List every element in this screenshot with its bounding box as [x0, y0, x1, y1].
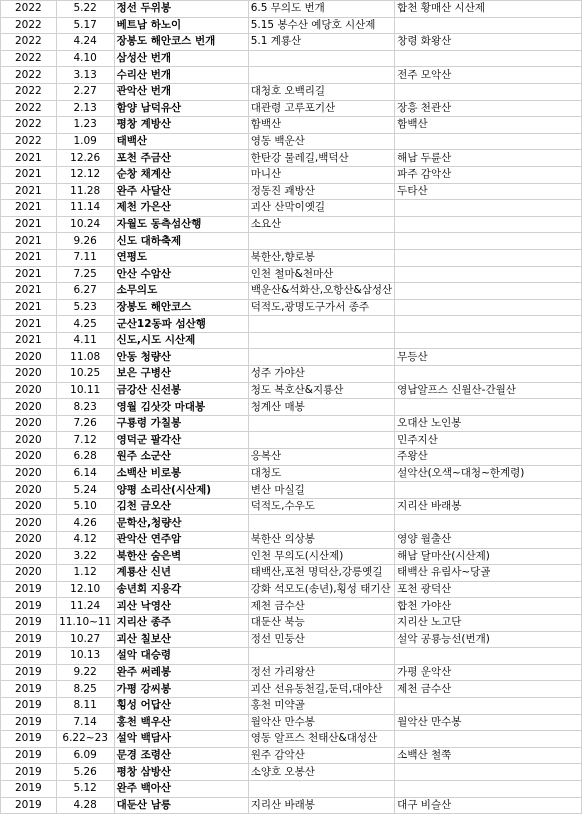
date-cell[interactable]: 4.10	[56, 50, 114, 67]
year-cell[interactable]: 2019	[1, 764, 57, 781]
other-trip-cell[interactable]: 오대산 노인봉	[395, 415, 582, 432]
alt-trip-cell[interactable]	[248, 67, 394, 84]
table-row	[1, 316, 582, 333]
table-row	[1, 747, 582, 764]
date-cell[interactable]: 4.12	[56, 532, 114, 549]
main-trip-cell[interactable]: 안산 수암산	[114, 266, 248, 283]
alt-trip-cell[interactable]: 소양호 오봉산	[248, 764, 394, 781]
year-cell[interactable]: 2022	[1, 1, 57, 18]
other-trip-cell[interactable]: 가평 운악산	[395, 664, 582, 681]
alt-trip-cell[interactable]: 북한산 의상봉	[248, 532, 394, 549]
year-cell[interactable]: 2022	[1, 100, 57, 117]
other-trip-cell[interactable]: 제천 금수산	[395, 681, 582, 698]
date-cell[interactable]: 8.25	[56, 681, 114, 698]
main-trip-cell[interactable]: 소무의도	[114, 283, 248, 300]
other-trip-cell[interactable]	[395, 648, 582, 665]
year-cell[interactable]: 2021	[1, 332, 57, 349]
year-cell[interactable]: 2022	[1, 83, 57, 100]
year-cell[interactable]: 2020	[1, 449, 57, 466]
main-trip-cell[interactable]: 설악 백담사	[114, 731, 248, 748]
year-cell[interactable]: 2021	[1, 233, 57, 250]
other-trip-cell[interactable]: 함백산	[395, 117, 582, 134]
other-trip-cell[interactable]	[395, 249, 582, 266]
alt-trip-cell[interactable]	[248, 648, 394, 665]
date-cell[interactable]: 1.23	[56, 117, 114, 134]
main-trip-cell[interactable]: 완주 써레봉	[114, 664, 248, 681]
alt-trip-cell[interactable]	[248, 233, 394, 250]
other-trip-cell[interactable]	[395, 200, 582, 217]
table-row	[1, 614, 582, 631]
table-row	[1, 233, 582, 250]
alt-trip-cell[interactable]: 백운산&석화산,오항산&삼성산	[248, 283, 394, 300]
table-row	[1, 332, 582, 349]
table-row	[1, 532, 582, 549]
alt-trip-cell[interactable]	[248, 515, 394, 532]
table-row	[1, 764, 582, 781]
other-trip-cell[interactable]	[395, 332, 582, 349]
table-row	[1, 415, 582, 432]
main-trip-cell[interactable]: 원주 소군산	[114, 449, 248, 466]
alt-trip-cell[interactable]: 5.1 계룡산	[248, 34, 394, 51]
alt-trip-cell[interactable]: 강화 석모도(송년),횡성 태기산	[248, 581, 394, 598]
main-trip-cell[interactable]: 금강산 신선봉	[114, 382, 248, 399]
alt-trip-cell[interactable]: 괴산 선유동천길,둔덕,대야산	[248, 681, 394, 698]
other-trip-cell[interactable]: 지리산 바래봉	[395, 498, 582, 515]
alt-trip-cell[interactable]: 성주 가야산	[248, 366, 394, 383]
alt-trip-cell[interactable]	[248, 50, 394, 67]
alt-trip-cell[interactable]: 제천 금수산	[248, 598, 394, 615]
date-cell[interactable]: 9.26	[56, 233, 114, 250]
year-cell[interactable]: 2019	[1, 681, 57, 698]
other-trip-cell[interactable]	[395, 515, 582, 532]
main-trip-cell[interactable]: 대둔산 남릉	[114, 797, 248, 814]
table-row	[1, 548, 582, 565]
alt-trip-cell[interactable]: 괴산 산막이옛길	[248, 200, 394, 217]
other-trip-cell[interactable]: 무등산	[395, 349, 582, 366]
year-cell[interactable]: 2020	[1, 515, 57, 532]
main-trip-cell[interactable]: 영월 김삿갓 마대봉	[114, 399, 248, 416]
alt-trip-cell[interactable]	[248, 349, 394, 366]
year-cell[interactable]: 2020	[1, 366, 57, 383]
date-cell[interactable]: 7.11	[56, 249, 114, 266]
table-row	[1, 166, 582, 183]
date-cell[interactable]: 11.14	[56, 200, 114, 217]
alt-trip-cell[interactable]: 마니산	[248, 166, 394, 183]
main-trip-cell[interactable]: 정선 두위봉	[114, 1, 248, 18]
main-trip-cell[interactable]: 관악산 연주암	[114, 532, 248, 549]
main-trip-cell[interactable]: 구룡령 가칠봉	[114, 415, 248, 432]
main-trip-cell[interactable]: 북한산 숨은벽	[114, 548, 248, 565]
other-trip-cell[interactable]	[395, 299, 582, 316]
table-row	[1, 283, 582, 300]
main-trip-cell[interactable]: 완주 사달산	[114, 183, 248, 200]
table-row	[1, 200, 582, 217]
year-cell[interactable]: 2021	[1, 150, 57, 167]
other-trip-cell[interactable]: 태백산 유림사~당골	[395, 565, 582, 582]
table-row	[1, 83, 582, 100]
table-row	[1, 648, 582, 665]
other-trip-cell[interactable]	[395, 366, 582, 383]
date-cell[interactable]: 8.23	[56, 399, 114, 416]
other-trip-cell[interactable]	[395, 83, 582, 100]
other-trip-cell[interactable]	[395, 731, 582, 748]
alt-trip-cell[interactable]: 소요산	[248, 216, 394, 233]
alt-trip-cell[interactable]: 태백산,포천 명덕산,강릉옛길	[248, 565, 394, 582]
alt-trip-cell[interactable]: 함백산	[248, 117, 394, 134]
table-row	[1, 249, 582, 266]
alt-trip-cell[interactable]: 영동 백운산	[248, 133, 394, 150]
table-row	[1, 133, 582, 150]
date-cell[interactable]: 5.23	[56, 299, 114, 316]
year-cell[interactable]: 2022	[1, 34, 57, 51]
date-cell[interactable]: 9.22	[56, 664, 114, 681]
table-row	[1, 631, 582, 648]
date-cell[interactable]: 11.24	[56, 598, 114, 615]
main-trip-cell[interactable]: 소백산 비로봉	[114, 465, 248, 482]
date-cell[interactable]: 3.22	[56, 548, 114, 565]
main-trip-cell[interactable]: 김천 금오산	[114, 498, 248, 515]
year-cell[interactable]: 2020	[1, 349, 57, 366]
date-cell[interactable]: 1.09	[56, 133, 114, 150]
date-cell[interactable]: 6.14	[56, 465, 114, 482]
table-row	[1, 664, 582, 681]
alt-trip-cell[interactable]: 6.5 무의도 번개	[248, 1, 394, 18]
other-trip-cell[interactable]: 포천 광덕산	[395, 581, 582, 598]
date-cell[interactable]: 7.12	[56, 432, 114, 449]
year-cell[interactable]: 2020	[1, 498, 57, 515]
year-cell[interactable]: 2021	[1, 166, 57, 183]
other-trip-cell[interactable]	[395, 233, 582, 250]
alt-trip-cell[interactable]: 북한산,향로봉	[248, 249, 394, 266]
alt-trip-cell[interactable]: 응복산	[248, 449, 394, 466]
year-cell[interactable]: 2021	[1, 200, 57, 217]
alt-trip-cell[interactable]: 홍천 미약골	[248, 697, 394, 714]
table-row	[1, 183, 582, 200]
other-trip-cell[interactable]	[395, 780, 582, 797]
alt-trip-cell[interactable]: 인천 무의도(시산제)	[248, 548, 394, 565]
table-row	[1, 67, 582, 84]
main-trip-cell[interactable]: 태백산	[114, 133, 248, 150]
table-row	[1, 731, 582, 748]
date-cell[interactable]: 7.25	[56, 266, 114, 283]
date-cell[interactable]: 11.28	[56, 183, 114, 200]
other-trip-cell[interactable]: 지리산 노고단	[395, 614, 582, 631]
table-row	[1, 465, 582, 482]
year-cell[interactable]: 2020	[1, 548, 57, 565]
table-row	[1, 797, 582, 814]
other-trip-cell[interactable]	[395, 399, 582, 416]
main-trip-cell[interactable]: 신도,시도 시산제	[114, 332, 248, 349]
other-trip-cell[interactable]	[395, 50, 582, 67]
alt-trip-cell[interactable]: 변산 마실길	[248, 482, 394, 499]
alt-trip-cell[interactable]: 덕적도,광명도구가서 종주	[248, 299, 394, 316]
table-row	[1, 117, 582, 134]
other-trip-cell[interactable]: 해남 달마산(시산제)	[395, 548, 582, 565]
main-trip-cell[interactable]: 설악 대승령	[114, 648, 248, 665]
date-cell[interactable]: 6.22~23	[56, 731, 114, 748]
table-row	[1, 697, 582, 714]
date-cell[interactable]: 10.24	[56, 216, 114, 233]
table-row	[1, 299, 582, 316]
date-cell[interactable]: 2.13	[56, 100, 114, 117]
other-trip-cell[interactable]	[395, 764, 582, 781]
other-trip-cell[interactable]	[395, 316, 582, 333]
other-trip-cell[interactable]: 설악산(오색~대청~한계령)	[395, 465, 582, 482]
date-cell[interactable]: 5.10	[56, 498, 114, 515]
date-cell[interactable]: 12.26	[56, 150, 114, 167]
table-body	[1, 1, 582, 814]
alt-trip-cell[interactable]: 인천 철마&천마산	[248, 266, 394, 283]
year-cell[interactable]: 2020	[1, 465, 57, 482]
main-trip-cell[interactable]: 안동 청량산	[114, 349, 248, 366]
year-cell[interactable]: 2021	[1, 249, 57, 266]
other-trip-cell[interactable]: 합천 황매산 시산제	[395, 1, 582, 18]
main-trip-cell[interactable]: 포천 주금산	[114, 150, 248, 167]
other-trip-cell[interactable]: 월악산 만수봉	[395, 714, 582, 731]
year-cell[interactable]: 2022	[1, 17, 57, 34]
date-cell[interactable]: 5.26	[56, 764, 114, 781]
year-cell[interactable]: 2021	[1, 216, 57, 233]
date-cell[interactable]: 5.24	[56, 482, 114, 499]
date-cell[interactable]: 7.14	[56, 714, 114, 731]
main-trip-cell[interactable]: 장봉도 해안코스	[114, 299, 248, 316]
year-cell[interactable]: 2019	[1, 731, 57, 748]
date-cell[interactable]: 4.26	[56, 515, 114, 532]
year-cell[interactable]: 2021	[1, 283, 57, 300]
main-trip-cell[interactable]: 삼성산 번개	[114, 50, 248, 67]
table-row	[1, 714, 582, 731]
alt-trip-cell[interactable]	[248, 415, 394, 432]
year-cell[interactable]: 2019	[1, 747, 57, 764]
main-trip-cell[interactable]: 양평 소리산(시산제)	[114, 482, 248, 499]
year-cell[interactable]: 2019	[1, 581, 57, 598]
main-trip-cell[interactable]: 횡성 어답산	[114, 697, 248, 714]
alt-trip-cell[interactable]	[248, 432, 394, 449]
other-trip-cell[interactable]	[395, 216, 582, 233]
year-cell[interactable]: 2019	[1, 714, 57, 731]
date-cell[interactable]: 5.22	[56, 1, 114, 18]
table-row	[1, 432, 582, 449]
other-trip-cell[interactable]: 대구 비슬산	[395, 797, 582, 814]
other-trip-cell[interactable]	[395, 283, 582, 300]
alt-trip-cell[interactable]	[248, 316, 394, 333]
main-trip-cell[interactable]: 제천 가은산	[114, 200, 248, 217]
date-cell[interactable]: 12.12	[56, 166, 114, 183]
main-trip-cell[interactable]: 영덕군 팔각산	[114, 432, 248, 449]
year-cell[interactable]: 2019	[1, 797, 57, 814]
year-cell[interactable]: 2020	[1, 399, 57, 416]
other-trip-cell[interactable]: 주왕산	[395, 449, 582, 466]
main-trip-cell[interactable]: 평창 삼방산	[114, 764, 248, 781]
other-trip-cell[interactable]: 영남알프스 신월산-간월산	[395, 382, 582, 399]
date-cell[interactable]: 4.28	[56, 797, 114, 814]
date-cell[interactable]: 5.17	[56, 17, 114, 34]
other-trip-cell[interactable]: 장흥 천관산	[395, 100, 582, 117]
main-trip-cell[interactable]: 수리산 번개	[114, 67, 248, 84]
table-row	[1, 598, 582, 615]
main-trip-cell[interactable]: 보은 구병산	[114, 366, 248, 383]
main-trip-cell[interactable]: 함양 남덕유산	[114, 100, 248, 117]
alt-trip-cell[interactable]: 대관령 고루포기산	[248, 100, 394, 117]
year-cell[interactable]: 2020	[1, 565, 57, 582]
main-trip-cell[interactable]: 자월도 동측섬산행	[114, 216, 248, 233]
other-trip-cell[interactable]: 파주 감악산	[395, 166, 582, 183]
year-cell[interactable]: 2021	[1, 266, 57, 283]
main-trip-cell[interactable]: 장봉도 해안코스 번개	[114, 34, 248, 51]
table-row	[1, 581, 582, 598]
year-cell[interactable]: 2020	[1, 532, 57, 549]
date-cell[interactable]: 6.09	[56, 747, 114, 764]
date-cell[interactable]: 11.10~11	[56, 614, 114, 631]
year-cell[interactable]: 2021	[1, 316, 57, 333]
main-trip-cell[interactable]: 순창 채계산	[114, 166, 248, 183]
table-row	[1, 482, 582, 499]
alt-trip-cell[interactable]: 월악산 만수봉	[248, 714, 394, 731]
table-row	[1, 150, 582, 167]
alt-trip-cell[interactable]	[248, 332, 394, 349]
other-trip-cell[interactable]: 영양 월출산	[395, 532, 582, 549]
alt-trip-cell[interactable]: 대청도	[248, 465, 394, 482]
other-trip-cell[interactable]: 해남 두륜산	[395, 150, 582, 167]
date-cell[interactable]: 1.12	[56, 565, 114, 582]
other-trip-cell[interactable]	[395, 133, 582, 150]
date-cell[interactable]: 11.08	[56, 349, 114, 366]
table-row	[1, 266, 582, 283]
main-trip-cell[interactable]: 신도 대하축제	[114, 233, 248, 250]
alt-trip-cell[interactable]: 대둔산 북능	[248, 614, 394, 631]
main-trip-cell[interactable]: 가평 강씨봉	[114, 681, 248, 698]
alt-trip-cell[interactable]: 청도 복호산&지룡산	[248, 382, 394, 399]
alt-trip-cell[interactable]: 한탄강 물레길,백덕산	[248, 150, 394, 167]
main-trip-cell[interactable]: 완주 백아산	[114, 780, 248, 797]
date-cell[interactable]: 5.12	[56, 780, 114, 797]
main-trip-cell[interactable]: 군산12동파 섬산행	[114, 316, 248, 333]
main-trip-cell[interactable]: 관악산 번개	[114, 83, 248, 100]
main-trip-cell[interactable]: 문학산,청량산	[114, 515, 248, 532]
other-trip-cell[interactable]	[395, 482, 582, 499]
other-trip-cell[interactable]	[395, 697, 582, 714]
table-row	[1, 681, 582, 698]
year-cell[interactable]: 2020	[1, 432, 57, 449]
main-trip-cell[interactable]: 문경 조령산	[114, 747, 248, 764]
alt-trip-cell[interactable]: 대청호 오백리길	[248, 83, 394, 100]
date-cell[interactable]: 6.28	[56, 449, 114, 466]
other-trip-cell[interactable]: 합천 가야산	[395, 598, 582, 615]
main-trip-cell[interactable]: 송년회 지응각	[114, 581, 248, 598]
year-cell[interactable]: 2022	[1, 133, 57, 150]
table-row	[1, 17, 582, 34]
table-row	[1, 382, 582, 399]
alt-trip-cell[interactable]: 5.15 봉수산 예당호 시산제	[248, 17, 394, 34]
table-row	[1, 498, 582, 515]
alt-trip-cell[interactable]: 지리산 바래봉	[248, 797, 394, 814]
year-cell[interactable]: 2022	[1, 50, 57, 67]
year-cell[interactable]: 2019	[1, 614, 57, 631]
main-trip-cell[interactable]: 괴산 칠보산	[114, 631, 248, 648]
other-trip-cell[interactable]: 두타산	[395, 183, 582, 200]
table-row	[1, 399, 582, 416]
other-trip-cell[interactable]: 창령 화왕산	[395, 34, 582, 51]
main-trip-cell[interactable]: 평창 계방산	[114, 117, 248, 134]
year-cell[interactable]: 2021	[1, 299, 57, 316]
year-cell[interactable]: 2019	[1, 648, 57, 665]
date-cell[interactable]: 12.10	[56, 581, 114, 598]
table-row	[1, 100, 582, 117]
table-row	[1, 449, 582, 466]
year-cell[interactable]: 2019	[1, 780, 57, 797]
year-cell[interactable]: 2022	[1, 117, 57, 134]
alt-trip-cell[interactable]: 덕적도,수우도	[248, 498, 394, 515]
other-trip-cell[interactable]: 소백산 철쭉	[395, 747, 582, 764]
main-trip-cell[interactable]: 연평도	[114, 249, 248, 266]
alt-trip-cell[interactable]: 정동진 괘방산	[248, 183, 394, 200]
date-cell[interactable]: 2.27	[56, 83, 114, 100]
table-row	[1, 1, 582, 18]
date-cell[interactable]: 10.27	[56, 631, 114, 648]
table-row	[1, 366, 582, 383]
year-cell[interactable]: 2019	[1, 631, 57, 648]
other-trip-cell[interactable]: 전주 모악산	[395, 67, 582, 84]
year-cell[interactable]: 2019	[1, 664, 57, 681]
date-cell[interactable]: 10.25	[56, 366, 114, 383]
year-cell[interactable]: 2020	[1, 382, 57, 399]
table-row	[1, 780, 582, 797]
date-cell[interactable]: 3.13	[56, 67, 114, 84]
other-trip-cell[interactable]	[395, 17, 582, 34]
date-cell[interactable]: 10.13	[56, 648, 114, 665]
other-trip-cell[interactable]: 설악 공룡능선(번개)	[395, 631, 582, 648]
main-trip-cell[interactable]: 홍천 백우산	[114, 714, 248, 731]
alt-trip-cell[interactable]: 정선 가리왕산	[248, 664, 394, 681]
main-trip-cell[interactable]: 계룡산 신년	[114, 565, 248, 582]
table-row	[1, 50, 582, 67]
alt-trip-cell[interactable]: 정선 민둥산	[248, 631, 394, 648]
date-cell[interactable]: 4.24	[56, 34, 114, 51]
year-cell[interactable]: 2022	[1, 67, 57, 84]
table-row	[1, 34, 582, 51]
alt-trip-cell[interactable]: 청계산 매봉	[248, 399, 394, 416]
date-cell[interactable]: 6.27	[56, 283, 114, 300]
alt-trip-cell[interactable]: 영동 알프스 천태산&대성산	[248, 731, 394, 748]
year-cell[interactable]: 2019	[1, 598, 57, 615]
alt-trip-cell[interactable]	[248, 780, 394, 797]
main-trip-cell[interactable]: 괴산 낙영산	[114, 598, 248, 615]
date-cell[interactable]: 4.25	[56, 316, 114, 333]
year-cell[interactable]: 2021	[1, 183, 57, 200]
other-trip-cell[interactable]	[395, 266, 582, 283]
table-row	[1, 349, 582, 366]
main-trip-cell[interactable]: 베트남 하노이	[114, 17, 248, 34]
date-cell[interactable]: 10.11	[56, 382, 114, 399]
other-trip-cell[interactable]: 민주지산	[395, 432, 582, 449]
table-row	[1, 565, 582, 582]
year-cell[interactable]: 2020	[1, 482, 57, 499]
year-cell[interactable]: 2019	[1, 697, 57, 714]
main-trip-cell[interactable]: 지리산 종주	[114, 614, 248, 631]
date-cell[interactable]: 4.11	[56, 332, 114, 349]
alt-trip-cell[interactable]: 원주 감악산	[248, 747, 394, 764]
table-row	[1, 515, 582, 532]
table-row	[1, 216, 582, 233]
date-cell[interactable]: 8.11	[56, 697, 114, 714]
year-cell[interactable]: 2020	[1, 415, 57, 432]
date-cell[interactable]: 7.26	[56, 415, 114, 432]
